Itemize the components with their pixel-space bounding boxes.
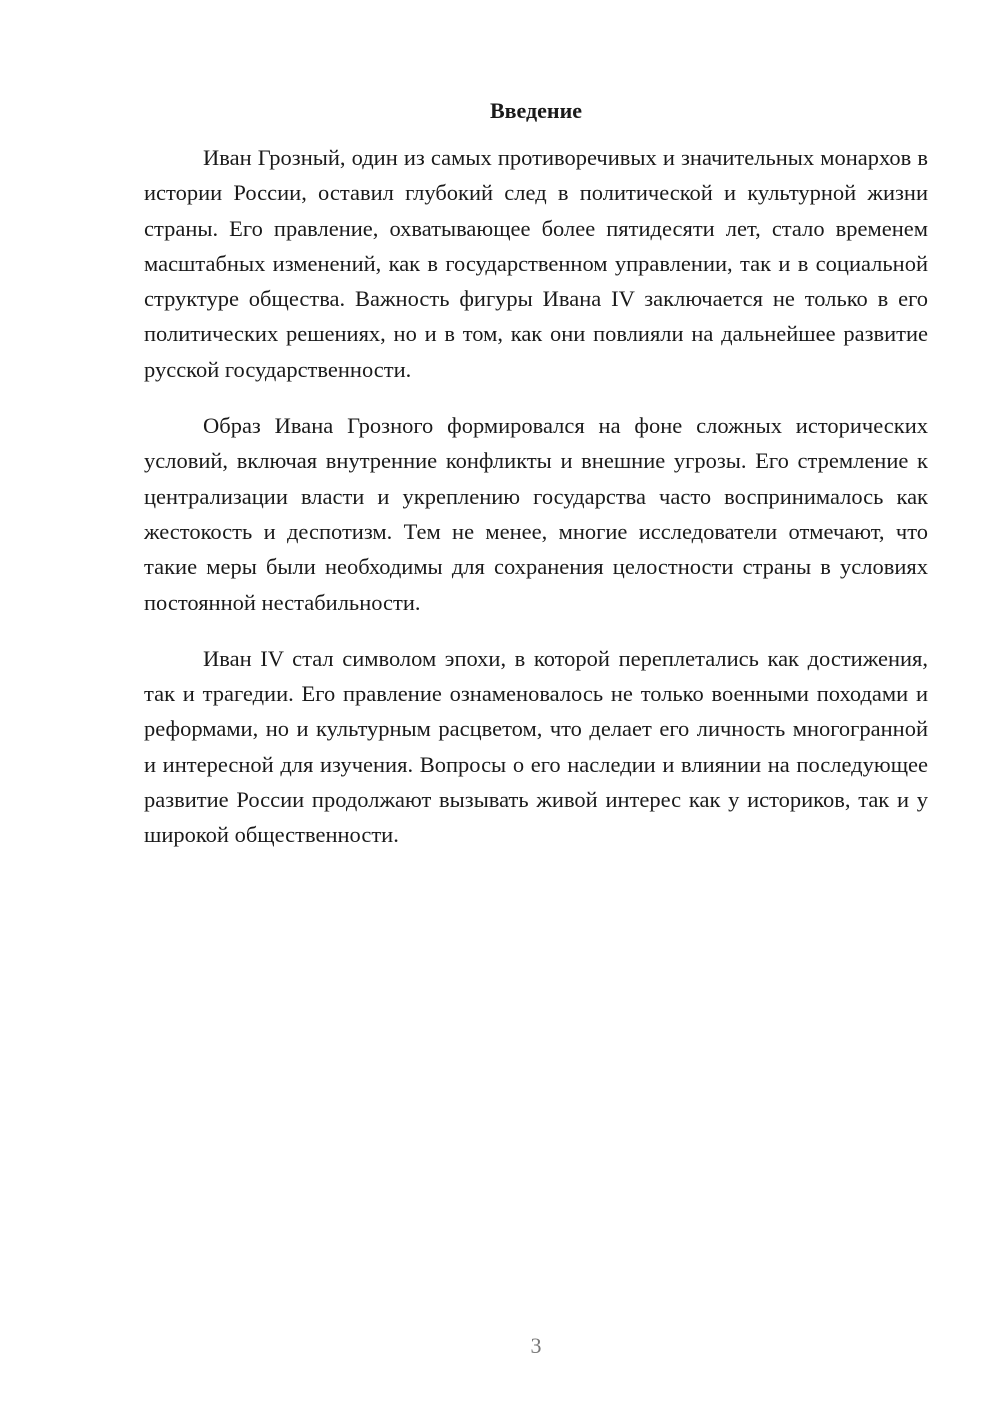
section-title: Введение: [489, 98, 583, 123]
body-text: [144, 140, 928, 874]
paragraph-3: Иван IV стал символом эпохи, в которой переплетались как достижения, так и трагедии. Его правление ознаменовалось не только военными походами и реформами, но и культурным расцветом, что делает его личность многогранной и интересной для изучения. Вопросы о его наследии и влиянии на последующее развитие России продолжают вызывать живой интерес как у историков, так и у широкой общественности.: [144, 645, 928, 848]
paragraph-1: Иван Грозный, один из самых противоречивых и значительных монархов в истории России, оставил глубокий след в политической и культурной жизни страны. Его правление, охватывающее более пятидесяти лет, стало временем масштабных изменений, как в государственном управлении, так и в социальной структуре общества. Важность фигуры Ивана IV заключается не только в его политических решениях, но и в том, как они повлияли на дальнейшее развитие русской государственности.: [144, 145, 928, 382]
paragraph-2: Образ Ивана Грозного формировался на фоне сложных исторических условий, включая внутренние конфликты и внешние угрозы. Его стремление к централизации власти и укреплению государства часто воспринималось как жестокость и деспотизм. Тем не менее, многие исследователи отмечают, что такие меры были необходимы для сохранения целостности страны в условиях постоянной нестабильности.: [144, 413, 928, 615]
page-number: 3: [530, 1333, 542, 1358]
